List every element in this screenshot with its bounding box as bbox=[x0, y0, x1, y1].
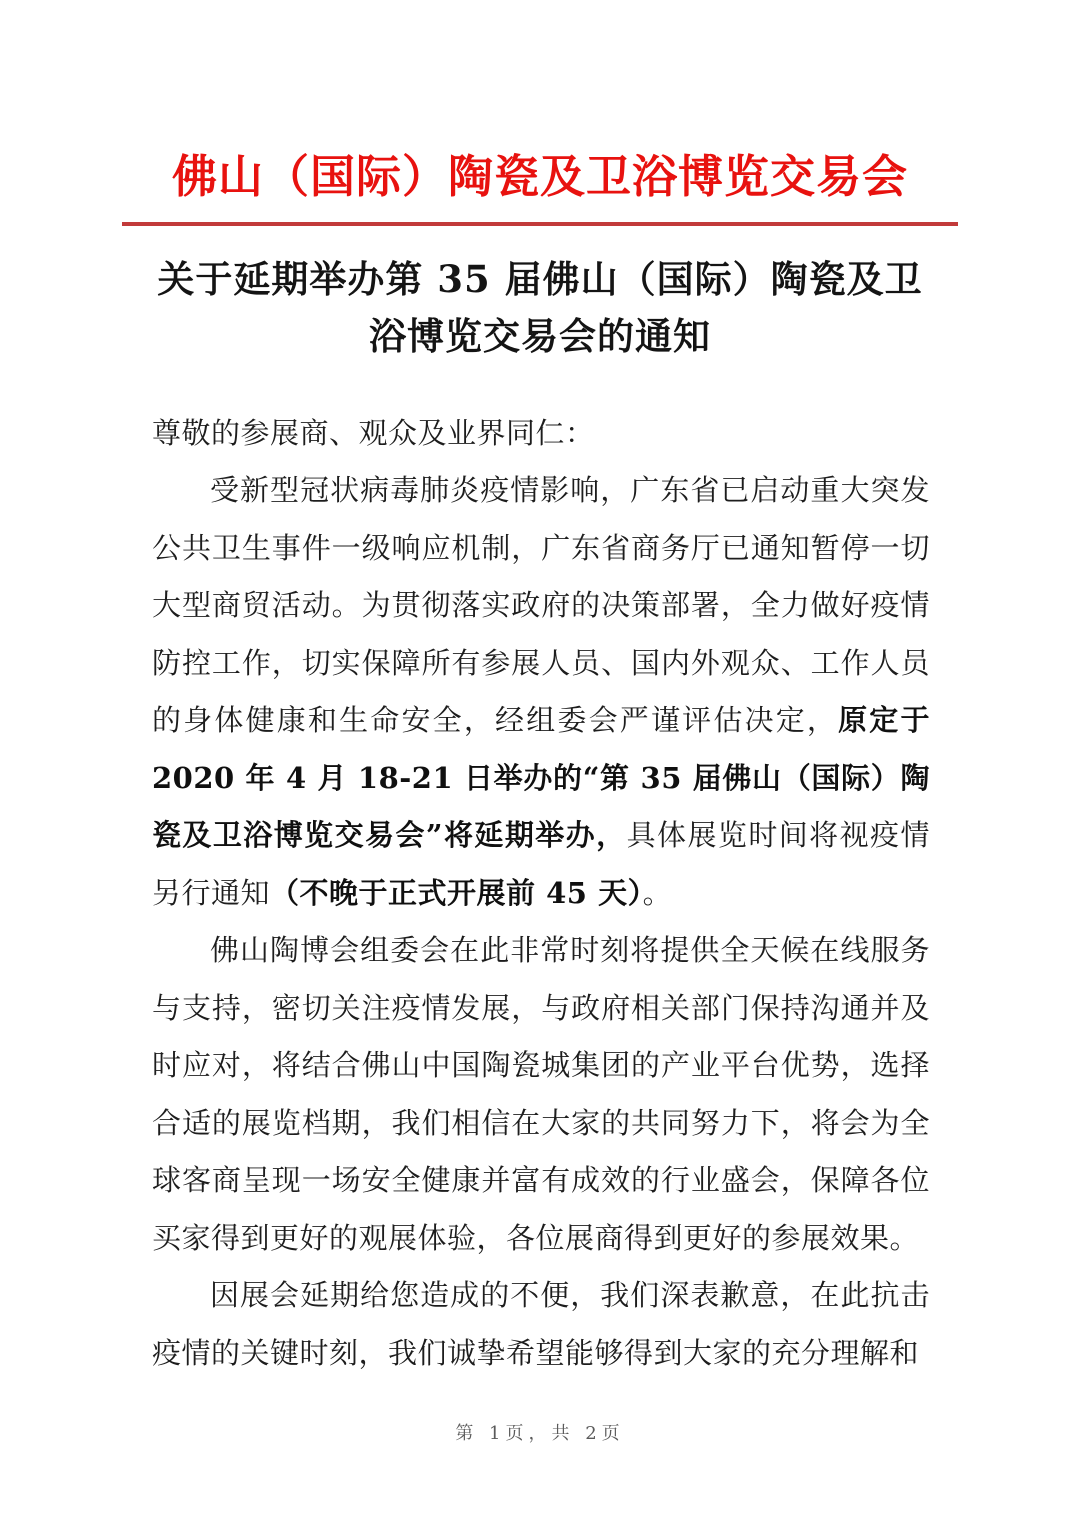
text-segment: 。 bbox=[642, 875, 673, 910]
salutation bbox=[152, 405, 930, 463]
red-divider-rule bbox=[122, 222, 958, 226]
text-segment: 因展会延期给您造成的不便，我们深表歉意，在此抗击疫情的关键时刻，我们诚挚希望能够得到大家的充分理解和 bbox=[152, 1278, 930, 1370]
text-segment: 尊敬的参展商、观众及业界同仁： bbox=[152, 415, 595, 450]
notice-title: 关于延期举办第 35 届佛山（国际）陶瓷及卫浴博览交易会的通知 bbox=[157, 256, 923, 358]
postponement-paragraph bbox=[152, 462, 930, 922]
text-segment-bold: 原定于 2020 年 4 月 18-21 日举办的“第 35 届佛山（国际）陶瓷及卫浴博览交易会”将延期举办， bbox=[152, 703, 930, 852]
text-segment: 具体展览时间将视疫情另行通知 bbox=[152, 818, 930, 910]
page-footer bbox=[0, 1419, 1080, 1445]
document-body bbox=[152, 405, 930, 1383]
apology-paragraph bbox=[152, 1267, 930, 1382]
document-header bbox=[0, 148, 1080, 226]
committee-paragraph bbox=[152, 922, 930, 1267]
masthead-title: 佛山（国际）陶瓷及卫浴博览交易会 bbox=[171, 150, 908, 203]
text-segment: 受新型冠状病毒肺炎疫情影响，广东省已启动重大突发公共卫生事件一级响应机制，广东省商务厅已通知暂停一切大型商贸活动。为贯彻落实政府的决策部署，全力做好疫情防控工作，切实保障所有参展人员、国内外观众、工作人员的身体健康和生命安全，经组委会严谨评估决定， bbox=[152, 473, 930, 737]
page-number: 第 1页，共 2页 bbox=[455, 1423, 625, 1444]
text-segment: 佛山陶博会组委会在此非常时刻将提供全天候在线服务与支持，密切关注疫情发展，与政府相关部门保持沟通并及时应对，将结合佛山中国陶瓷城集团的产业平台优势，选择合适的展览档期，我们相信在大家的共同努力下，将会为全球客商呈现一场安全健康并富有成效的行业盛会，保障各位买家得到更好的观展体验，各位展商得到更好的参展效果。 bbox=[152, 933, 930, 1255]
text-segment-bold: （不晚于正式开展前 45 天） bbox=[270, 875, 643, 910]
